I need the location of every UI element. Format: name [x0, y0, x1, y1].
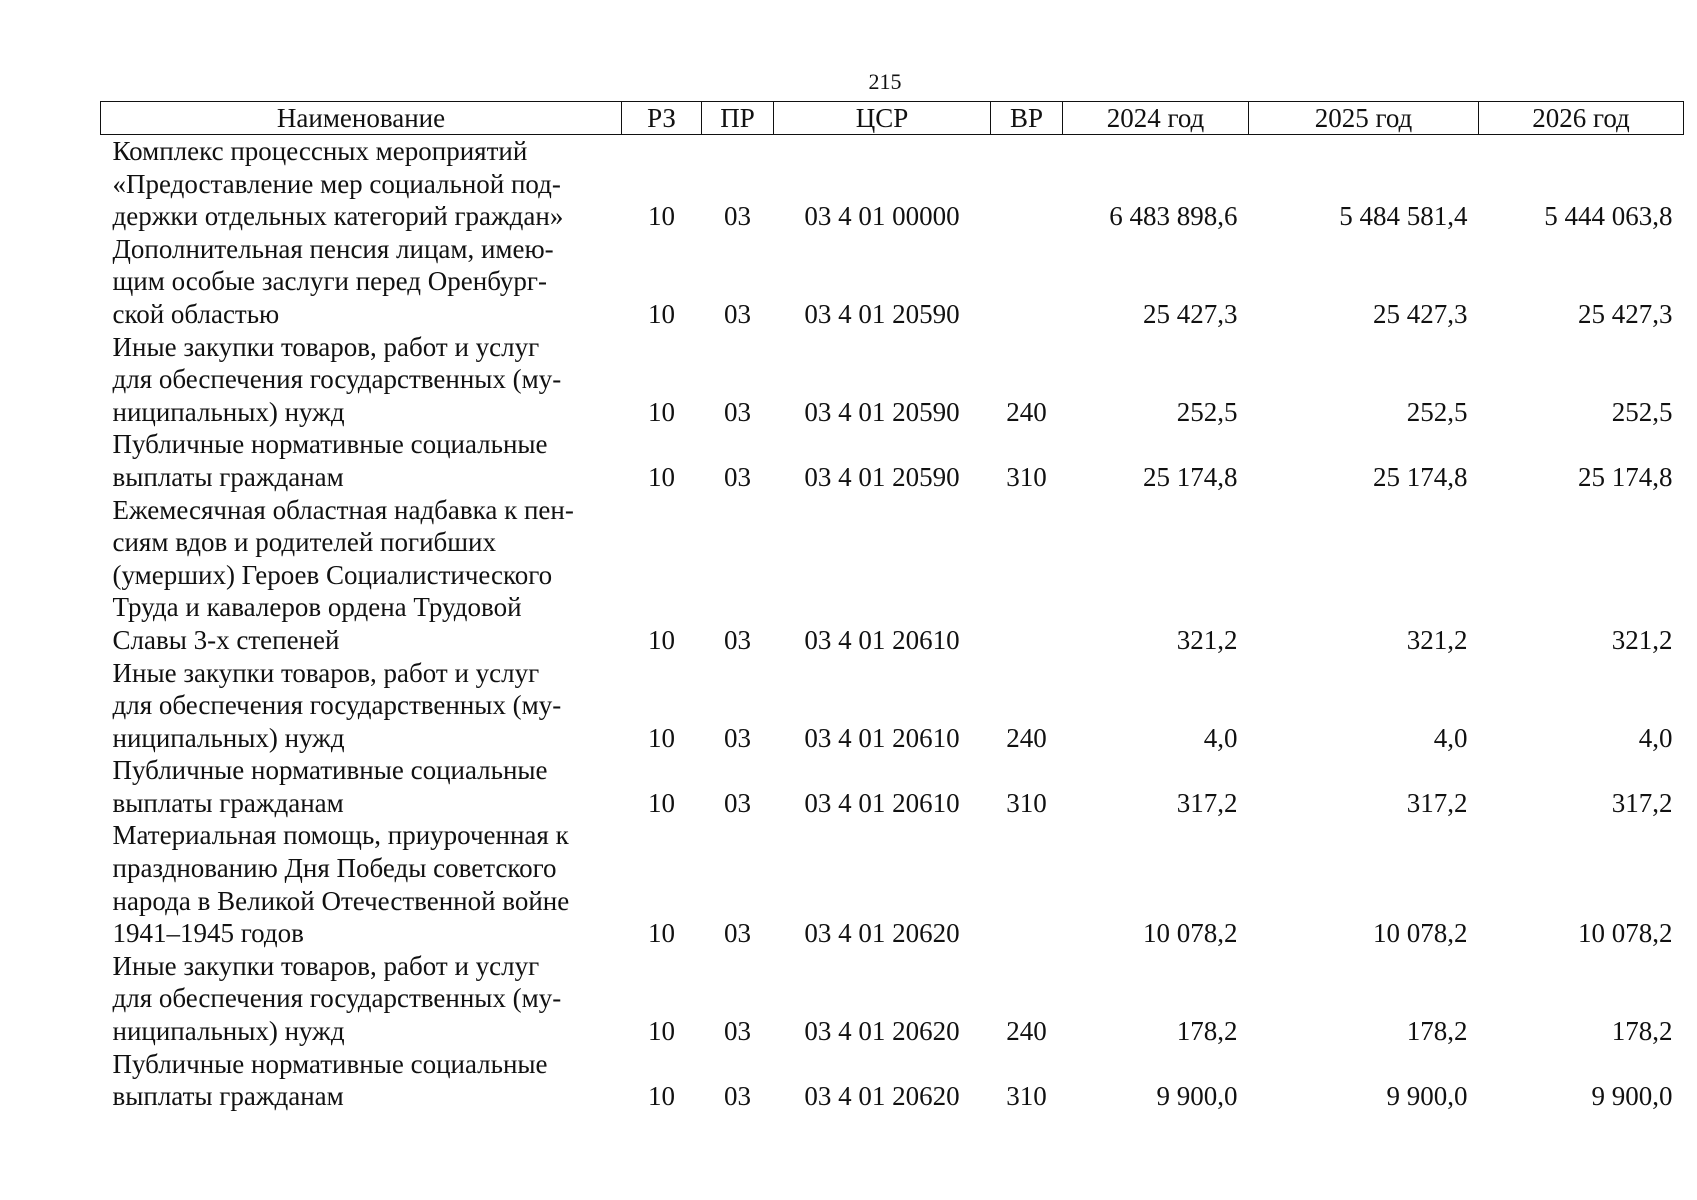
cell-csr: 03 4 01 20610 [804, 624, 960, 655]
table-row [101, 331, 1684, 429]
cell-pr: 03 [724, 461, 751, 492]
cell-rz: 10 [648, 396, 675, 427]
cell-pr: 03 [724, 1016, 751, 1047]
table-header [101, 102, 1684, 135]
cell-csr: 03 4 01 20590 [804, 298, 960, 329]
cell-rz: 10 [648, 787, 675, 818]
cell-2026: 9 900,0 [1591, 1081, 1673, 1112]
name-line: Публичные нормативные социальные [112, 755, 548, 786]
budget-table [100, 101, 1684, 1113]
name-line: выплаты гражданам [112, 787, 344, 818]
cell-csr: 03 4 01 20610 [804, 787, 960, 818]
header-csr: ЦСР [774, 102, 991, 135]
cell-2025: 4,0 [1433, 722, 1468, 753]
cell-2024: 9 900,0 [1156, 1081, 1238, 1112]
name-line: Труда и кавалеров ордена Трудовой [112, 592, 522, 623]
cell-vr: 240 [1006, 396, 1047, 427]
name-line: ниципальных) нужд [112, 722, 345, 753]
cell-2026: 317,2 [1611, 787, 1673, 818]
header-row [101, 102, 1684, 135]
cell-name [101, 494, 622, 657]
cell-csr: 03 4 01 20590 [804, 461, 960, 492]
cell-name [101, 135, 622, 233]
table-row [101, 819, 1684, 949]
name-line: Публичные нормативные социальные [112, 1048, 548, 1079]
cell-2024: 317,2 [1176, 787, 1238, 818]
table-row [101, 233, 1684, 331]
header-rz: РЗ [622, 102, 702, 135]
header-pr: ПР [702, 102, 774, 135]
table-row [101, 657, 1684, 755]
name-line: Материальная помощь, приуроченная к [112, 820, 569, 851]
cell-2026: 321,2 [1611, 624, 1673, 655]
table-body [101, 135, 1684, 1113]
cell-2025: 25 427,3 [1373, 298, 1468, 329]
cell-vr [991, 494, 1063, 657]
name-line: ской областью [112, 298, 280, 329]
name-line: Ежемесячная областная надбавка к пен- [112, 494, 574, 525]
cell-pr: 03 [724, 201, 751, 232]
cell-2024: 10 078,2 [1143, 918, 1238, 949]
cell-pr: 03 [724, 722, 751, 753]
header-vr: ВР [991, 102, 1063, 135]
cell-rz: 10 [648, 624, 675, 655]
name-line: Комплекс процессных мероприятий [112, 136, 528, 166]
cell-2024: 6 483 898,6 [1109, 201, 1238, 232]
header-2026: 2026 год [1479, 102, 1684, 135]
name-line: празднованию Дня Победы советского [112, 853, 557, 884]
name-line: выплаты гражданам [112, 461, 344, 492]
name-line: сиям вдов и родителей погибших [112, 527, 496, 558]
cell-2024: 4,0 [1203, 722, 1238, 753]
cell-vr: 310 [1006, 461, 1047, 492]
name-line: ниципальных) нужд [112, 1016, 345, 1047]
cell-2025: 25 174,8 [1373, 461, 1468, 492]
name-line: Дополнительная пенсия лицам, имею- [112, 233, 554, 264]
name-line: Иные закупки товаров, работ и услуг [112, 331, 540, 362]
page-number: 215 [868, 69, 902, 94]
name-line: «Предоставление мер социальной под- [112, 168, 561, 199]
cell-pr: 03 [724, 787, 751, 818]
cell-2026: 252,5 [1611, 396, 1673, 427]
cell-pr: 03 [724, 298, 751, 329]
table-row [101, 754, 1684, 819]
table-row [101, 1048, 1684, 1113]
cell-rz: 10 [648, 918, 675, 949]
cell-2024: 25 427,3 [1143, 298, 1238, 329]
cell-2026: 178,2 [1611, 1016, 1673, 1047]
table-row [101, 135, 1684, 233]
cell-rz: 10 [648, 1016, 675, 1047]
cell-csr: 03 4 01 20620 [804, 918, 960, 949]
cell-2025: 178,2 [1406, 1016, 1468, 1047]
cell-name [101, 331, 622, 429]
cell-2024: 252,5 [1176, 396, 1238, 427]
name-line: Иные закупки товаров, работ и услуг [112, 657, 540, 688]
cell-2026: 4,0 [1638, 722, 1673, 753]
cell-pr: 03 [724, 396, 751, 427]
cell-vr: 240 [1006, 722, 1047, 753]
name-line: держки отдельных категорий граждан» [112, 201, 564, 232]
cell-vr: 240 [1006, 1016, 1047, 1047]
cell-2025: 252,5 [1406, 396, 1468, 427]
cell-rz: 10 [648, 722, 675, 753]
name-line: для обеспечения государственных (му- [112, 983, 562, 1014]
name-line: Публичные нормативные социальные [112, 429, 548, 460]
name-line: выплаты гражданам [112, 1081, 344, 1112]
cell-2025: 5 484 581,4 [1339, 201, 1468, 232]
cell-vr: 310 [1006, 787, 1047, 818]
cell-name [101, 657, 622, 755]
header-2025: 2025 год [1249, 102, 1479, 135]
cell-2026: 10 078,2 [1578, 918, 1673, 949]
cell-rz: 10 [648, 201, 675, 232]
cell-name [101, 754, 622, 819]
cell-rz: 10 [648, 461, 675, 492]
cell-2026: 25 427,3 [1578, 298, 1673, 329]
cell-vr: 310 [1006, 1081, 1047, 1112]
cell-name [101, 950, 622, 1048]
name-line: Славы 3-х степеней [112, 624, 340, 655]
cell-name [101, 233, 622, 331]
cell-csr: 03 4 01 00000 [804, 201, 960, 232]
name-line: ниципальных) нужд [112, 396, 345, 427]
cell-rz: 10 [648, 1081, 675, 1112]
cell-pr: 03 [724, 624, 751, 655]
cell-vr [991, 135, 1063, 233]
table-row [101, 428, 1684, 493]
name-line: для обеспечения государственных (му- [112, 690, 562, 721]
cell-rz: 10 [648, 298, 675, 329]
cell-2024: 178,2 [1176, 1016, 1238, 1047]
name-line: для обеспечения государственных (му- [112, 364, 562, 395]
cell-2025: 317,2 [1406, 787, 1468, 818]
table-row [101, 494, 1684, 657]
cell-pr: 03 [724, 1081, 751, 1112]
cell-vr [991, 233, 1063, 331]
cell-name [101, 428, 622, 493]
cell-2026: 25 174,8 [1578, 461, 1673, 492]
cell-name [101, 1048, 622, 1113]
name-line: Иные закупки товаров, работ и услуг [112, 950, 540, 981]
cell-csr: 03 4 01 20610 [804, 722, 960, 753]
cell-2026: 5 444 063,8 [1544, 201, 1673, 232]
cell-2025: 321,2 [1406, 624, 1468, 655]
name-line: (умерших) Героев Социалистического [112, 559, 553, 590]
header-2024: 2024 год [1063, 102, 1249, 135]
cell-pr: 03 [724, 918, 751, 949]
cell-name [101, 819, 622, 949]
cell-2024: 25 174,8 [1143, 461, 1238, 492]
cell-vr [991, 819, 1063, 949]
cell-csr: 03 4 01 20620 [804, 1016, 960, 1047]
name-line: 1941–1945 годов [112, 918, 304, 949]
table-row [101, 950, 1684, 1048]
cell-2024: 321,2 [1176, 624, 1238, 655]
cell-2025: 9 900,0 [1386, 1081, 1468, 1112]
cell-csr: 03 4 01 20590 [804, 396, 960, 427]
name-line: народа в Великой Отечественной войне [112, 885, 570, 916]
header-name: Наименование [101, 102, 622, 135]
cell-csr: 03 4 01 20620 [804, 1081, 960, 1112]
name-line: щим особые заслуги перед Оренбург- [112, 266, 547, 297]
cell-2025: 10 078,2 [1373, 918, 1468, 949]
